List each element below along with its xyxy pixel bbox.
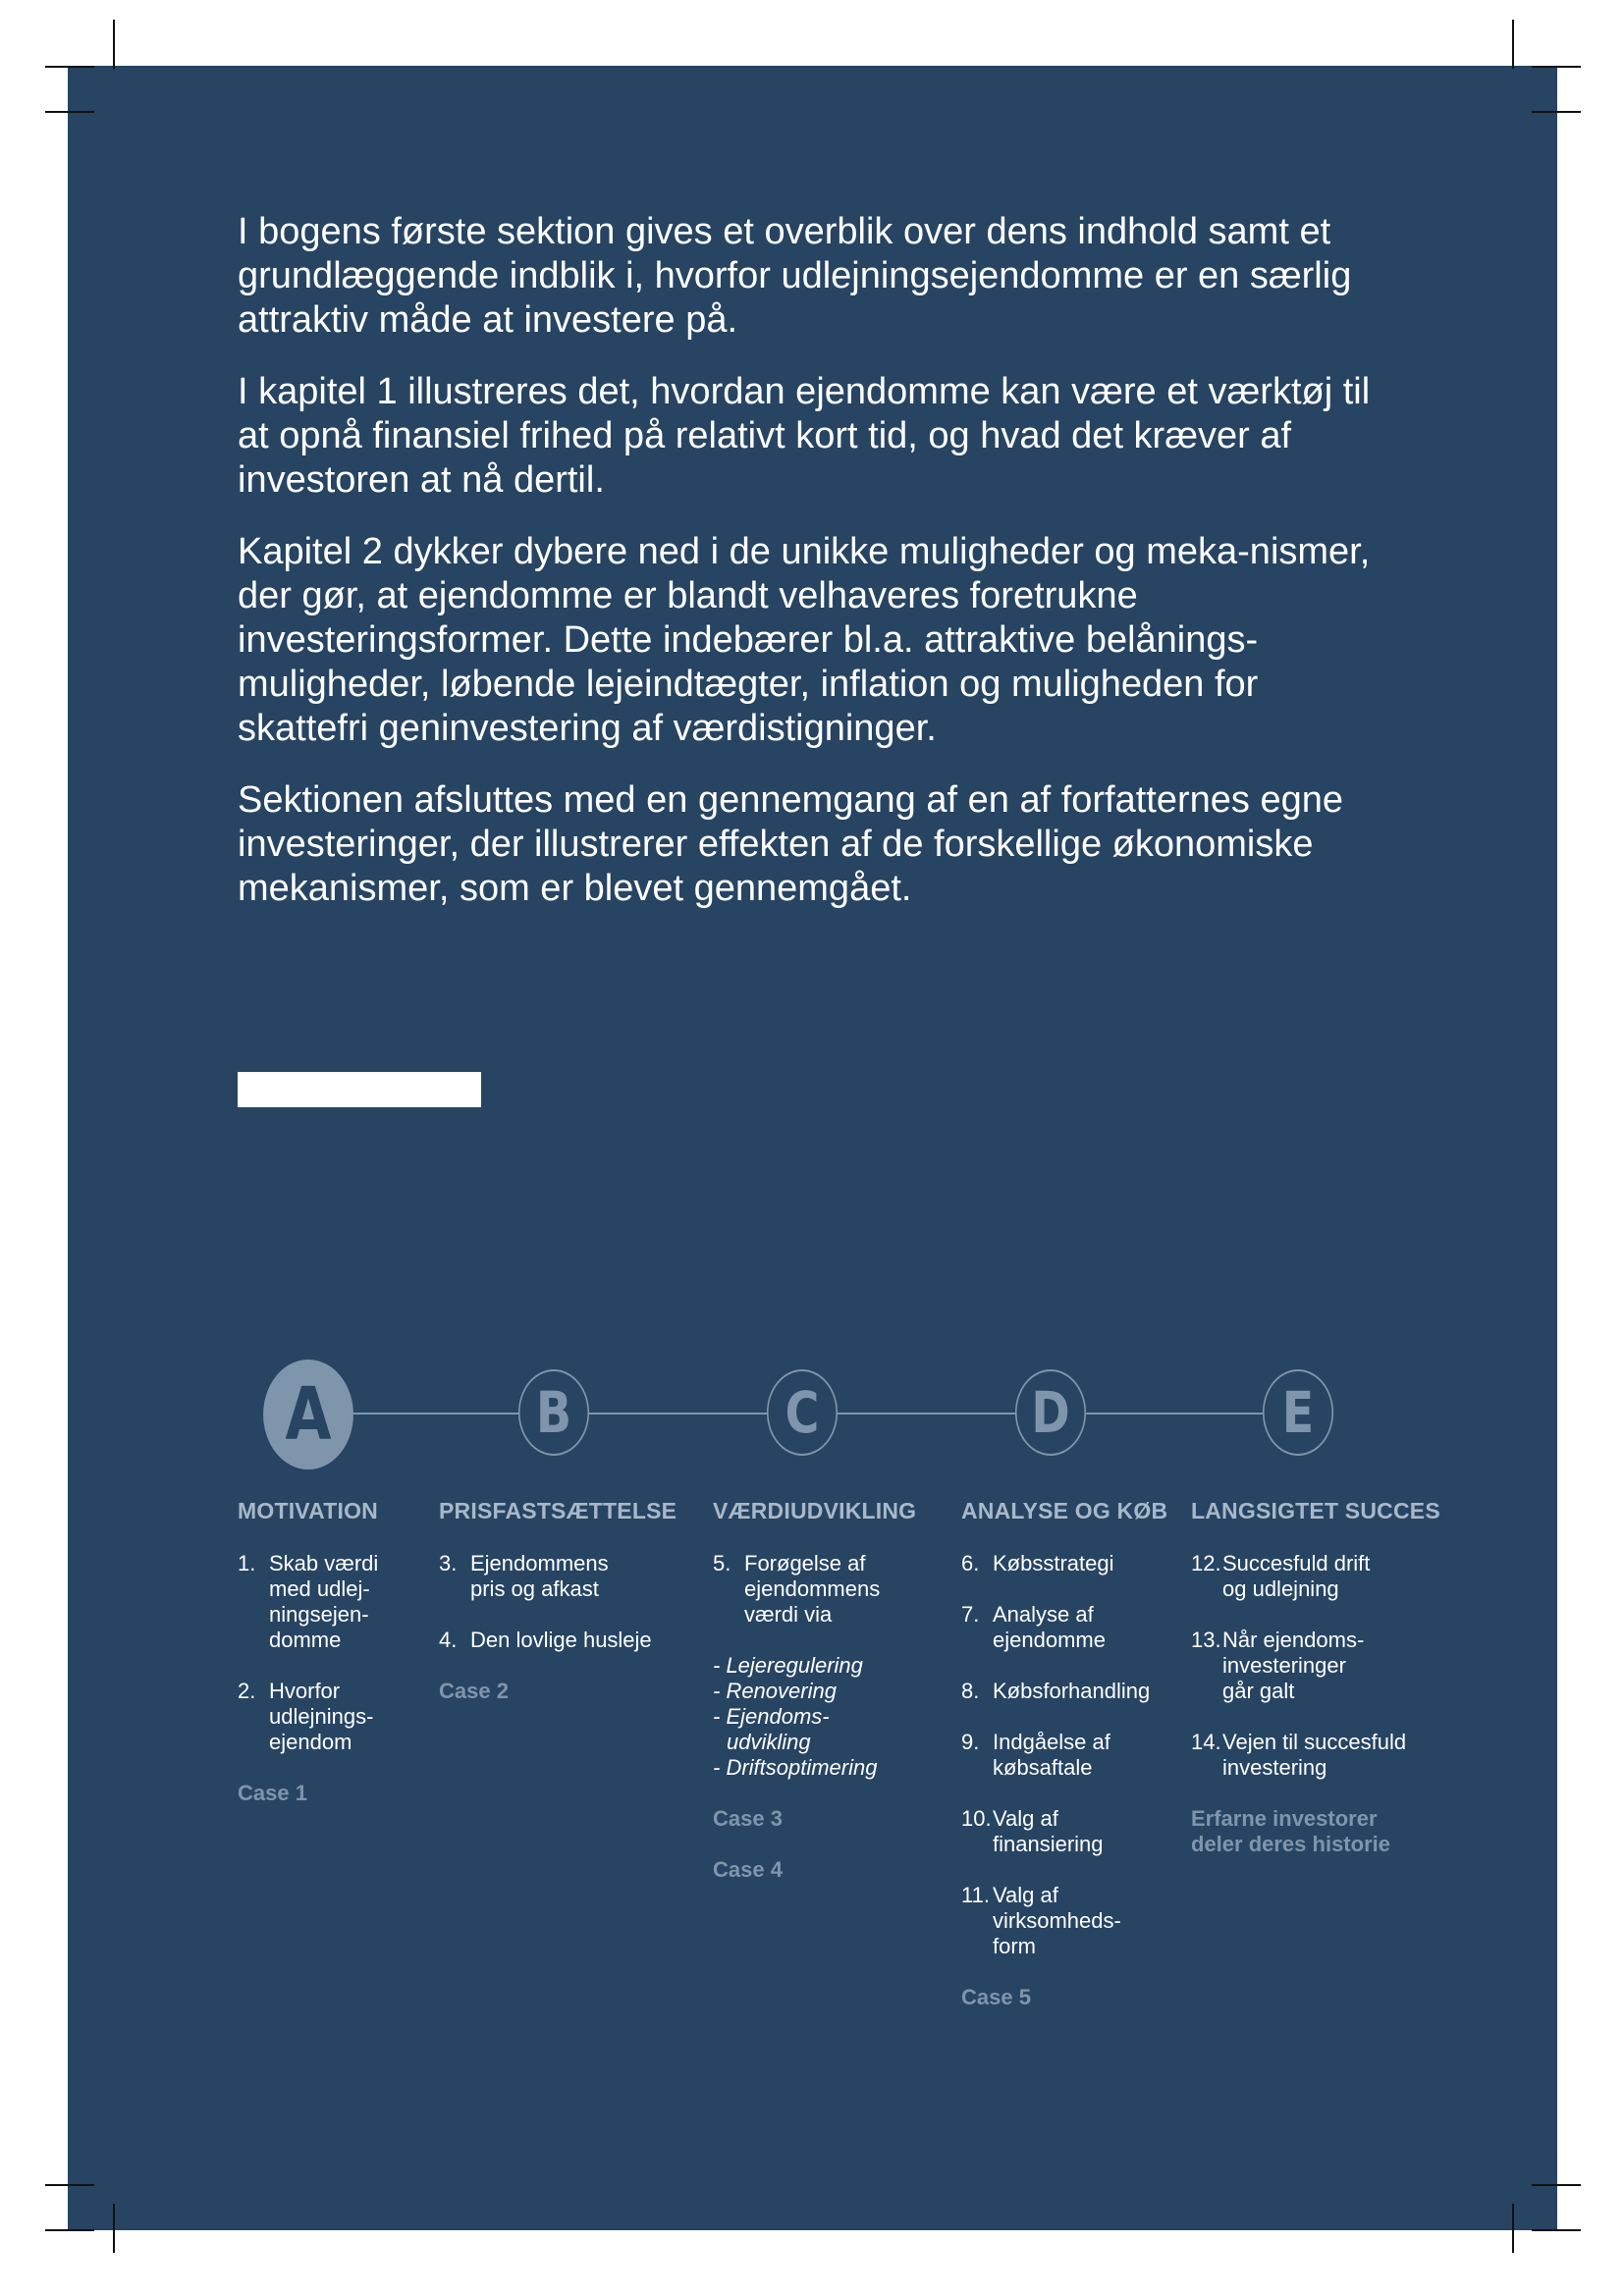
list-item: - Driftsoptimering (713, 1755, 878, 1780)
crop-mark (113, 2204, 115, 2253)
chapter-item: 5. Forøgelse af ejendommens værdi via (713, 1551, 881, 1627)
crop-mark (1512, 20, 1514, 69)
chapter-item: 9. Indgåelse af købsaftale (961, 1730, 1110, 1780)
crop-mark (1532, 111, 1581, 113)
case-label: Case 4 (713, 1857, 783, 1882)
crop-mark (1512, 2204, 1514, 2253)
chapter-item: 14. Vejen til succesfuld investering (1191, 1730, 1407, 1780)
column-title: VÆRDIUDVIKLING (713, 1498, 917, 1523)
crop-mark (45, 2184, 94, 2186)
crop-mark (1532, 2184, 1581, 2186)
timeline-step-c: C (767, 1369, 838, 1456)
chapter-item: 11. Valg af virksomheds-form (961, 1883, 1121, 1958)
section-column-analyse-og-koeb (961, 1498, 1172, 2036)
case-label: Case 1 (238, 1781, 307, 1805)
timeline-step-b: B (518, 1369, 589, 1456)
white-divider-bar (238, 1072, 481, 1107)
case-label: Erfarne investorer deler deres historie (1191, 1806, 1390, 1856)
column-title: LANGSIGTET SUCCES (1191, 1498, 1440, 1523)
intro-text (238, 210, 1396, 938)
case-label: Case 5 (961, 1985, 1031, 2009)
intro-paragraph-3: Kapitel 2 dykker dybere ned i de unikke muligheder og meka-nismer, der gør, at ejendomme er blandt velhaveres foretrukne investeringsformer. Dette indebærer bl.a. attraktive belånings-muligheder, løbende lejeindtægter, inflation og muligheden for skattefri geninvestering af værdistigninger. (238, 531, 1371, 749)
column-title: MOTIVATION (238, 1498, 378, 1523)
list-item: - Ejendoms-udvikling (713, 1704, 830, 1754)
section-column-motivation (238, 1498, 405, 1832)
timeline-step-a: A (263, 1360, 353, 1469)
intro-paragraph-4: Sektionen afsluttes med en gennemgang af en af forfatternes egne investeringer, der illustrerer effekten af de forskellige økonomiske mekanismer, som er blevet gennemgået. (238, 779, 1343, 909)
chapter-item: 2. Hvorfor udlejnings-ejendom (238, 1679, 374, 1754)
chapter-item: 7. Analyse af ejendomme (961, 1602, 1106, 1652)
chapter-item: 10. Valg af finansiering (961, 1806, 1104, 1856)
value-strategy-list (713, 1653, 919, 1781)
intro-paragraph-2: I kapitel 1 illustreres det, hvordan ejendomme kan være et værktøj til at opnå finansiel frihed på relativt kort tid, og hvad det kræver af investoren at nå dertil. (238, 371, 1371, 501)
list-item: - Renovering (713, 1679, 837, 1703)
chapter-item: 6. Købsstrategi (961, 1551, 1114, 1575)
chapter-item: 4. Den lovlige husleje (439, 1628, 652, 1652)
column-title: ANALYSE OG KØB (961, 1498, 1168, 1523)
crop-mark (45, 2229, 94, 2231)
timeline-step-e: E (1263, 1369, 1333, 1456)
chapter-item: 12. Succesfuld drift og udlejning (1191, 1551, 1371, 1601)
chapter-item: 13. Når ejendoms-investeringer går galt (1191, 1628, 1365, 1703)
section-column-vaerdiudvikling (713, 1498, 919, 1908)
crop-mark (45, 111, 94, 113)
crop-mark (45, 66, 94, 68)
chapter-item: 3. Ejendommens pris og afkast (439, 1551, 609, 1601)
section-column-prisfastsaettelse (439, 1498, 675, 1730)
section-column-langsigtet-succes (1191, 1498, 1440, 1883)
column-title: PRISFASTSÆTTELSE (439, 1498, 677, 1523)
chapter-item: 8. Købsforhandling (961, 1679, 1151, 1703)
crop-mark (1532, 66, 1581, 68)
chapter-item: 1. Skab værdi med udlej-ningsejen-domme (238, 1551, 379, 1652)
intro-paragraph-1: I bogens første sektion gives et overblik over dens indhold samt et grundlæggende indblik i, hvorfor udlejningsejendomme er en særlig attraktiv måde at investere på. (238, 211, 1352, 341)
crop-mark (1532, 2229, 1581, 2231)
timeline-step-d: D (1015, 1369, 1086, 1456)
case-label: Case 2 (439, 1679, 509, 1703)
crop-mark (113, 20, 115, 69)
case-label: Case 3 (713, 1806, 783, 1831)
list-item: - Lejeregulering (713, 1653, 863, 1678)
section-timeline (245, 1360, 1355, 1468)
